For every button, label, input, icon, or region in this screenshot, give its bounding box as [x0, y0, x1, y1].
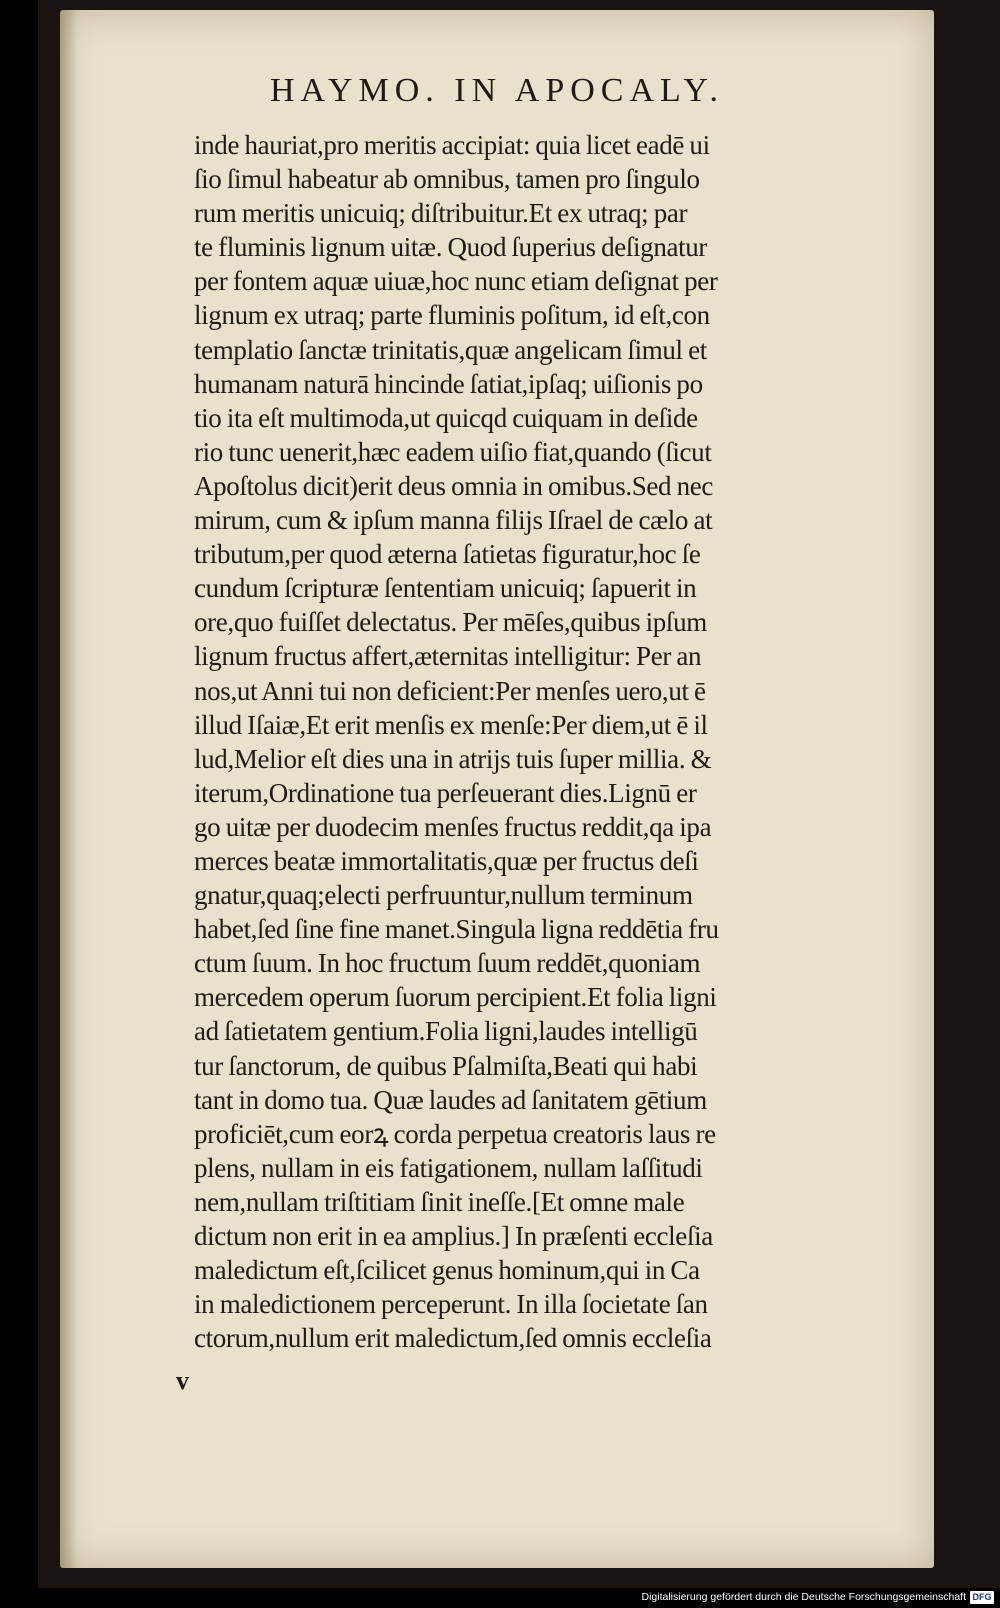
- running-head: HAYMO. IN APOCALY.: [269, 72, 725, 109]
- text-line: lignum ex utraq; parte fluminis poſitum, id eſt,con: [194, 300, 710, 331]
- text-line: tur ſanctorum, de quibus Pſalmiſta,Beati qui habi: [194, 1050, 698, 1081]
- text-line: tributum,per quod æterna ſatietas figuratur,hoc ſe: [194, 539, 701, 570]
- text-line: per fontem aquæ uiuæ,hoc nunc etiam deſignat per: [194, 266, 718, 297]
- dfg-logo-icon: DFG: [970, 1591, 994, 1604]
- text-line: Apoſtolus dicit)erit deus omnia in omibus.Sed nec: [194, 470, 714, 501]
- text-line: ctorum,nullum erit maledictum,ſed omnis eccleſia: [194, 1323, 712, 1354]
- text-line: inde hauriat,pro meritis accipiat: quia licet eadē ui: [194, 130, 710, 160]
- text-line: plens, nullam in eis fatigationem, nullam laſſitudi: [194, 1152, 703, 1183]
- text-line: cundum ſcripturæ ſententiam unicuiq; ſapuerit in: [194, 573, 697, 604]
- text-line: merces beatæ immortalitatis,quæ per fructus deſi: [194, 845, 699, 876]
- text-line: ſio ſimul habeatur ab omnibus, tamen pro ſingulo: [194, 164, 700, 195]
- text-line: templatio ſanctæ trinitatis,quæ angelicam ſimul et: [194, 334, 707, 365]
- body-text: [194, 128, 974, 1355]
- text-line: tant in domo tua. Quæ laudes ad ſanitatem gētium: [194, 1084, 707, 1115]
- text-line: dictum non erit in ea amplius.] In præſenti eccleſia: [194, 1221, 713, 1251]
- footer-credit: Digitalisierung gefördert durch die Deutsche Forschungsgemeinschaft: [641, 1591, 966, 1603]
- text-line: ad ſatietatem gentium.Folia ligni,laudes intelligū: [194, 1016, 698, 1047]
- text-line: nem,nullam triſtitiam ſinit ineſſe.[Et omne male: [194, 1186, 685, 1217]
- text-line: te fluminis lignum uitæ. Quod ſuperius deſignatur: [194, 232, 708, 263]
- text-line: habet,ſed ſine fine manet.Singula ligna reddētia fru: [194, 914, 719, 945]
- text-line: mirum, cum & ipſum manna filijs Iſrael de cælo at: [194, 505, 713, 536]
- text-line: lud,Melior eſt dies una in atrijs tuis ſuper millia. &: [194, 743, 712, 774]
- text-line: rio tunc uenerit,hæc eadem uiſio fiat,quando (ſicut: [194, 436, 712, 467]
- footer-bar: [0, 1588, 1000, 1608]
- text-line: iterum,Ordinatione tua perſeuerant dies.Lignū er: [194, 777, 697, 808]
- signature-mark: v: [176, 1366, 189, 1395]
- text-line: rum meritis unicuiq; diſtribuitur.Et ex utraq; par: [194, 198, 688, 229]
- text-line: mercedem operum ſuorum percipient.Et folia ligni: [194, 982, 717, 1013]
- text-line: ctum ſuum. In hoc fructum ſuum reddēt,quoniam: [194, 948, 701, 979]
- text-line: ore,quo fuiſſet delectatus. Per mēſes,quibus ipſum: [194, 607, 707, 638]
- book-page: [60, 10, 934, 1568]
- text-line: tio ita eſt multimoda,ut quicqd cuiquam in deſide: [194, 402, 698, 433]
- text-line: maledictum eſt,ſcilicet genus hominum,qui in Ca: [194, 1255, 700, 1286]
- text-line: gnatur,quaq;electi perfruuntur,nullum terminum: [194, 880, 693, 911]
- text-line: go uitæ per duodecim menſes fructus reddit,qa ipa: [194, 811, 712, 842]
- text-line: lignum fructus affert,æternitas intelligitur: Per an: [194, 641, 702, 672]
- text-line: humanam naturā hincinde ſatiat,ipſaq; uiſionis po: [194, 368, 703, 399]
- text-line: proficiēt,cum eorꝝ corda perpetua creatoris laus re: [194, 1118, 716, 1149]
- text-line: nos,ut Anni tui non deficient:Per menſes uero,ut ē: [194, 675, 706, 706]
- text-line: in maledictionem perceperunt. In illa ſocietate ſan: [194, 1289, 708, 1320]
- text-line: illud Iſaiæ,Et erit menſis ex menſe:Per diem,ut ē il: [194, 709, 708, 740]
